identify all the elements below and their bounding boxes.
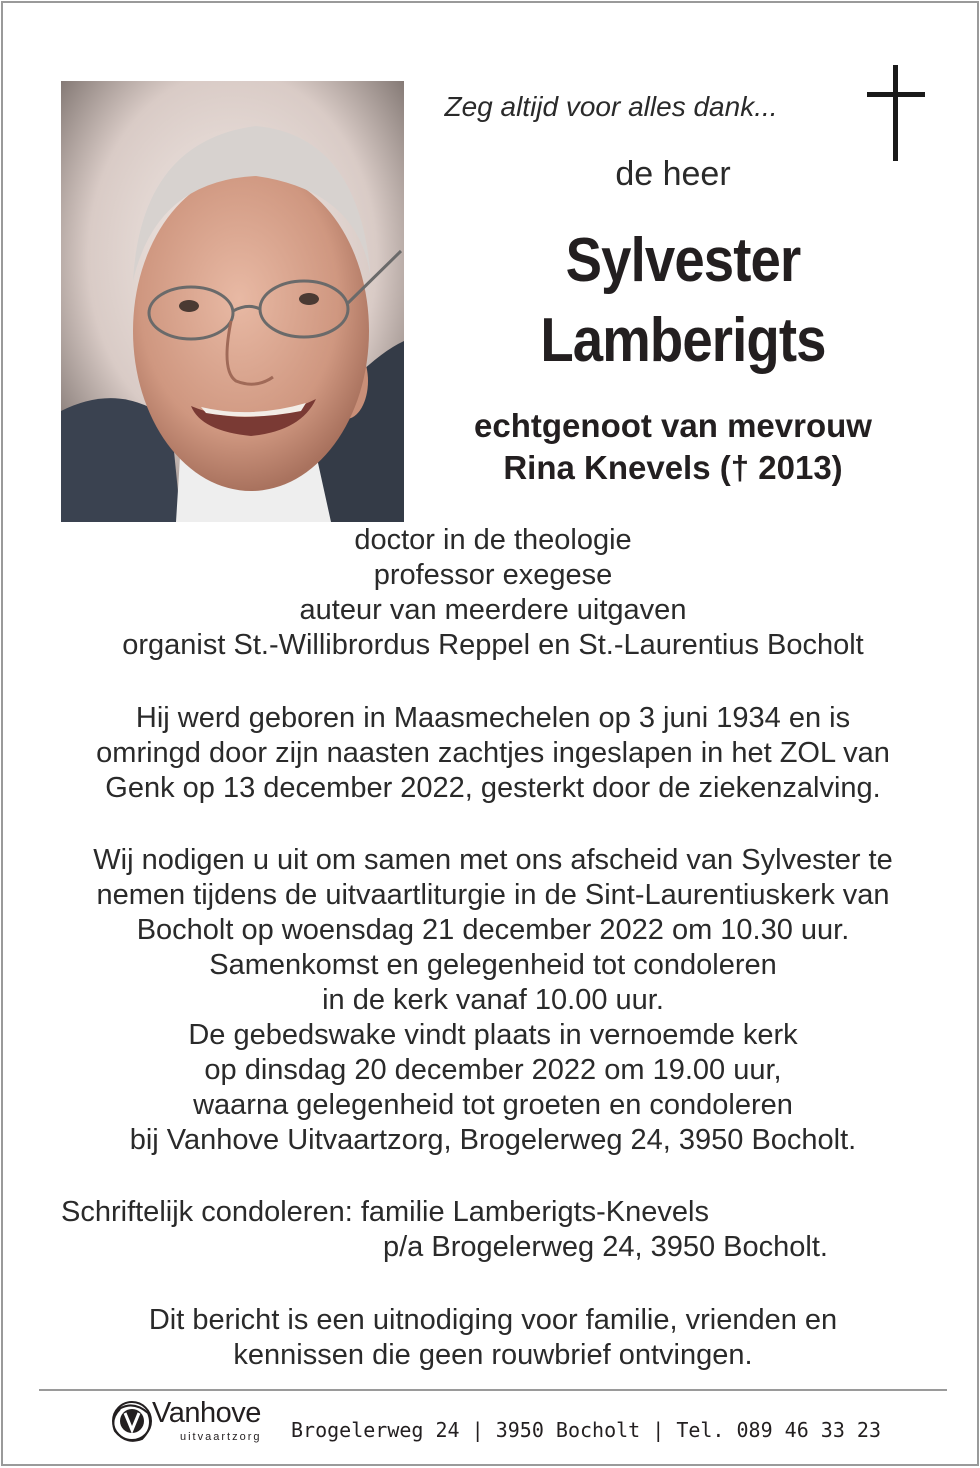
invitation-block <box>43 843 943 1158</box>
footer-contact: Brogelerweg 24 | 3950 Bocholt | Tel. 089 46 33 23 <box>291 1418 882 1442</box>
honorific: de heer <box>615 155 731 193</box>
birth-death-block <box>43 701 943 806</box>
footer-divider <box>39 1389 947 1391</box>
death-notice <box>1 1 979 1466</box>
text-line: op dinsdag 20 december 2022 om 19.00 uur, <box>204 1054 782 1086</box>
text-line: Hij werd geboren in Maasmechelen op 3 juni 1934 en is <box>135 702 851 734</box>
title-line: professor exegese <box>373 559 613 591</box>
cross-icon <box>867 65 925 163</box>
text-line: bij Vanhove Uitvaartzorg, Brogelerweg 24, 3950 Bocholt. <box>129 1124 857 1156</box>
spouse-name: Rina Knevels († 2013) <box>503 449 843 486</box>
text-line: Dit bericht is een uitnodiging voor familie, vrienden en <box>148 1304 838 1336</box>
condolences-line: Schriftelijk condoleren: familie Lamberigts-Knevels <box>61 1196 709 1228</box>
portrait-illustration <box>61 81 404 522</box>
text-line: in de kerk vanaf 10.00 uur. <box>322 984 664 1016</box>
logo-mark-icon <box>108 1397 156 1445</box>
text-line: De gebedswake vindt plaats in vernoemde kerk <box>188 1019 798 1051</box>
last-name: Lamberigts <box>540 306 826 375</box>
logo-subtitle: uitvaartzorg <box>180 1431 262 1443</box>
text-line: omringd door zijn naasten zachtjes ingeslapen in het ZOL van <box>96 737 890 769</box>
text-line: nemen tijdens de uitvaartliturgie in de Sint-Laurentiuskerk van <box>96 879 890 911</box>
text-line: Wij nodigen u uit om samen met ons afscheid van Sylvester te <box>93 844 893 876</box>
portrait-photo <box>61 81 404 522</box>
spouse-line: echtgenoot van mevrouw <box>474 407 872 444</box>
closing-block <box>43 1303 943 1373</box>
text-line: Bocholt op woensdag 21 december 2022 om 10.30 uur. <box>136 914 850 946</box>
title-line: doctor in de theologie <box>354 524 632 556</box>
title-line: auteur van meerdere uitgaven <box>299 594 687 626</box>
deceased-name <box>463 221 903 381</box>
motto: Zeg altijd voor alles dank... <box>444 91 778 122</box>
text-line: Samenkomst en gelegenheid tot condoleren <box>209 949 777 981</box>
text-line: waarna gelegenheid tot groeten en condoleren <box>193 1089 793 1121</box>
text-line: Genk op 13 december 2022, gesterkt door de ziekenzalving. <box>105 772 881 804</box>
vanhove-logo <box>108 1397 283 1449</box>
titles-block <box>43 523 943 663</box>
text-line: kennissen die geen rouwbrief ontvingen. <box>233 1339 753 1371</box>
logo-name: Vanhove <box>152 1397 261 1429</box>
title-line: organist St.-Willibrordus Reppel en St.-Laurentius Bocholt <box>122 629 864 661</box>
spouse-info <box>423 405 923 489</box>
condolences-address: p/a Brogelerweg 24, 3950 Bocholt. <box>383 1231 828 1263</box>
first-name: Sylvester <box>565 226 801 295</box>
